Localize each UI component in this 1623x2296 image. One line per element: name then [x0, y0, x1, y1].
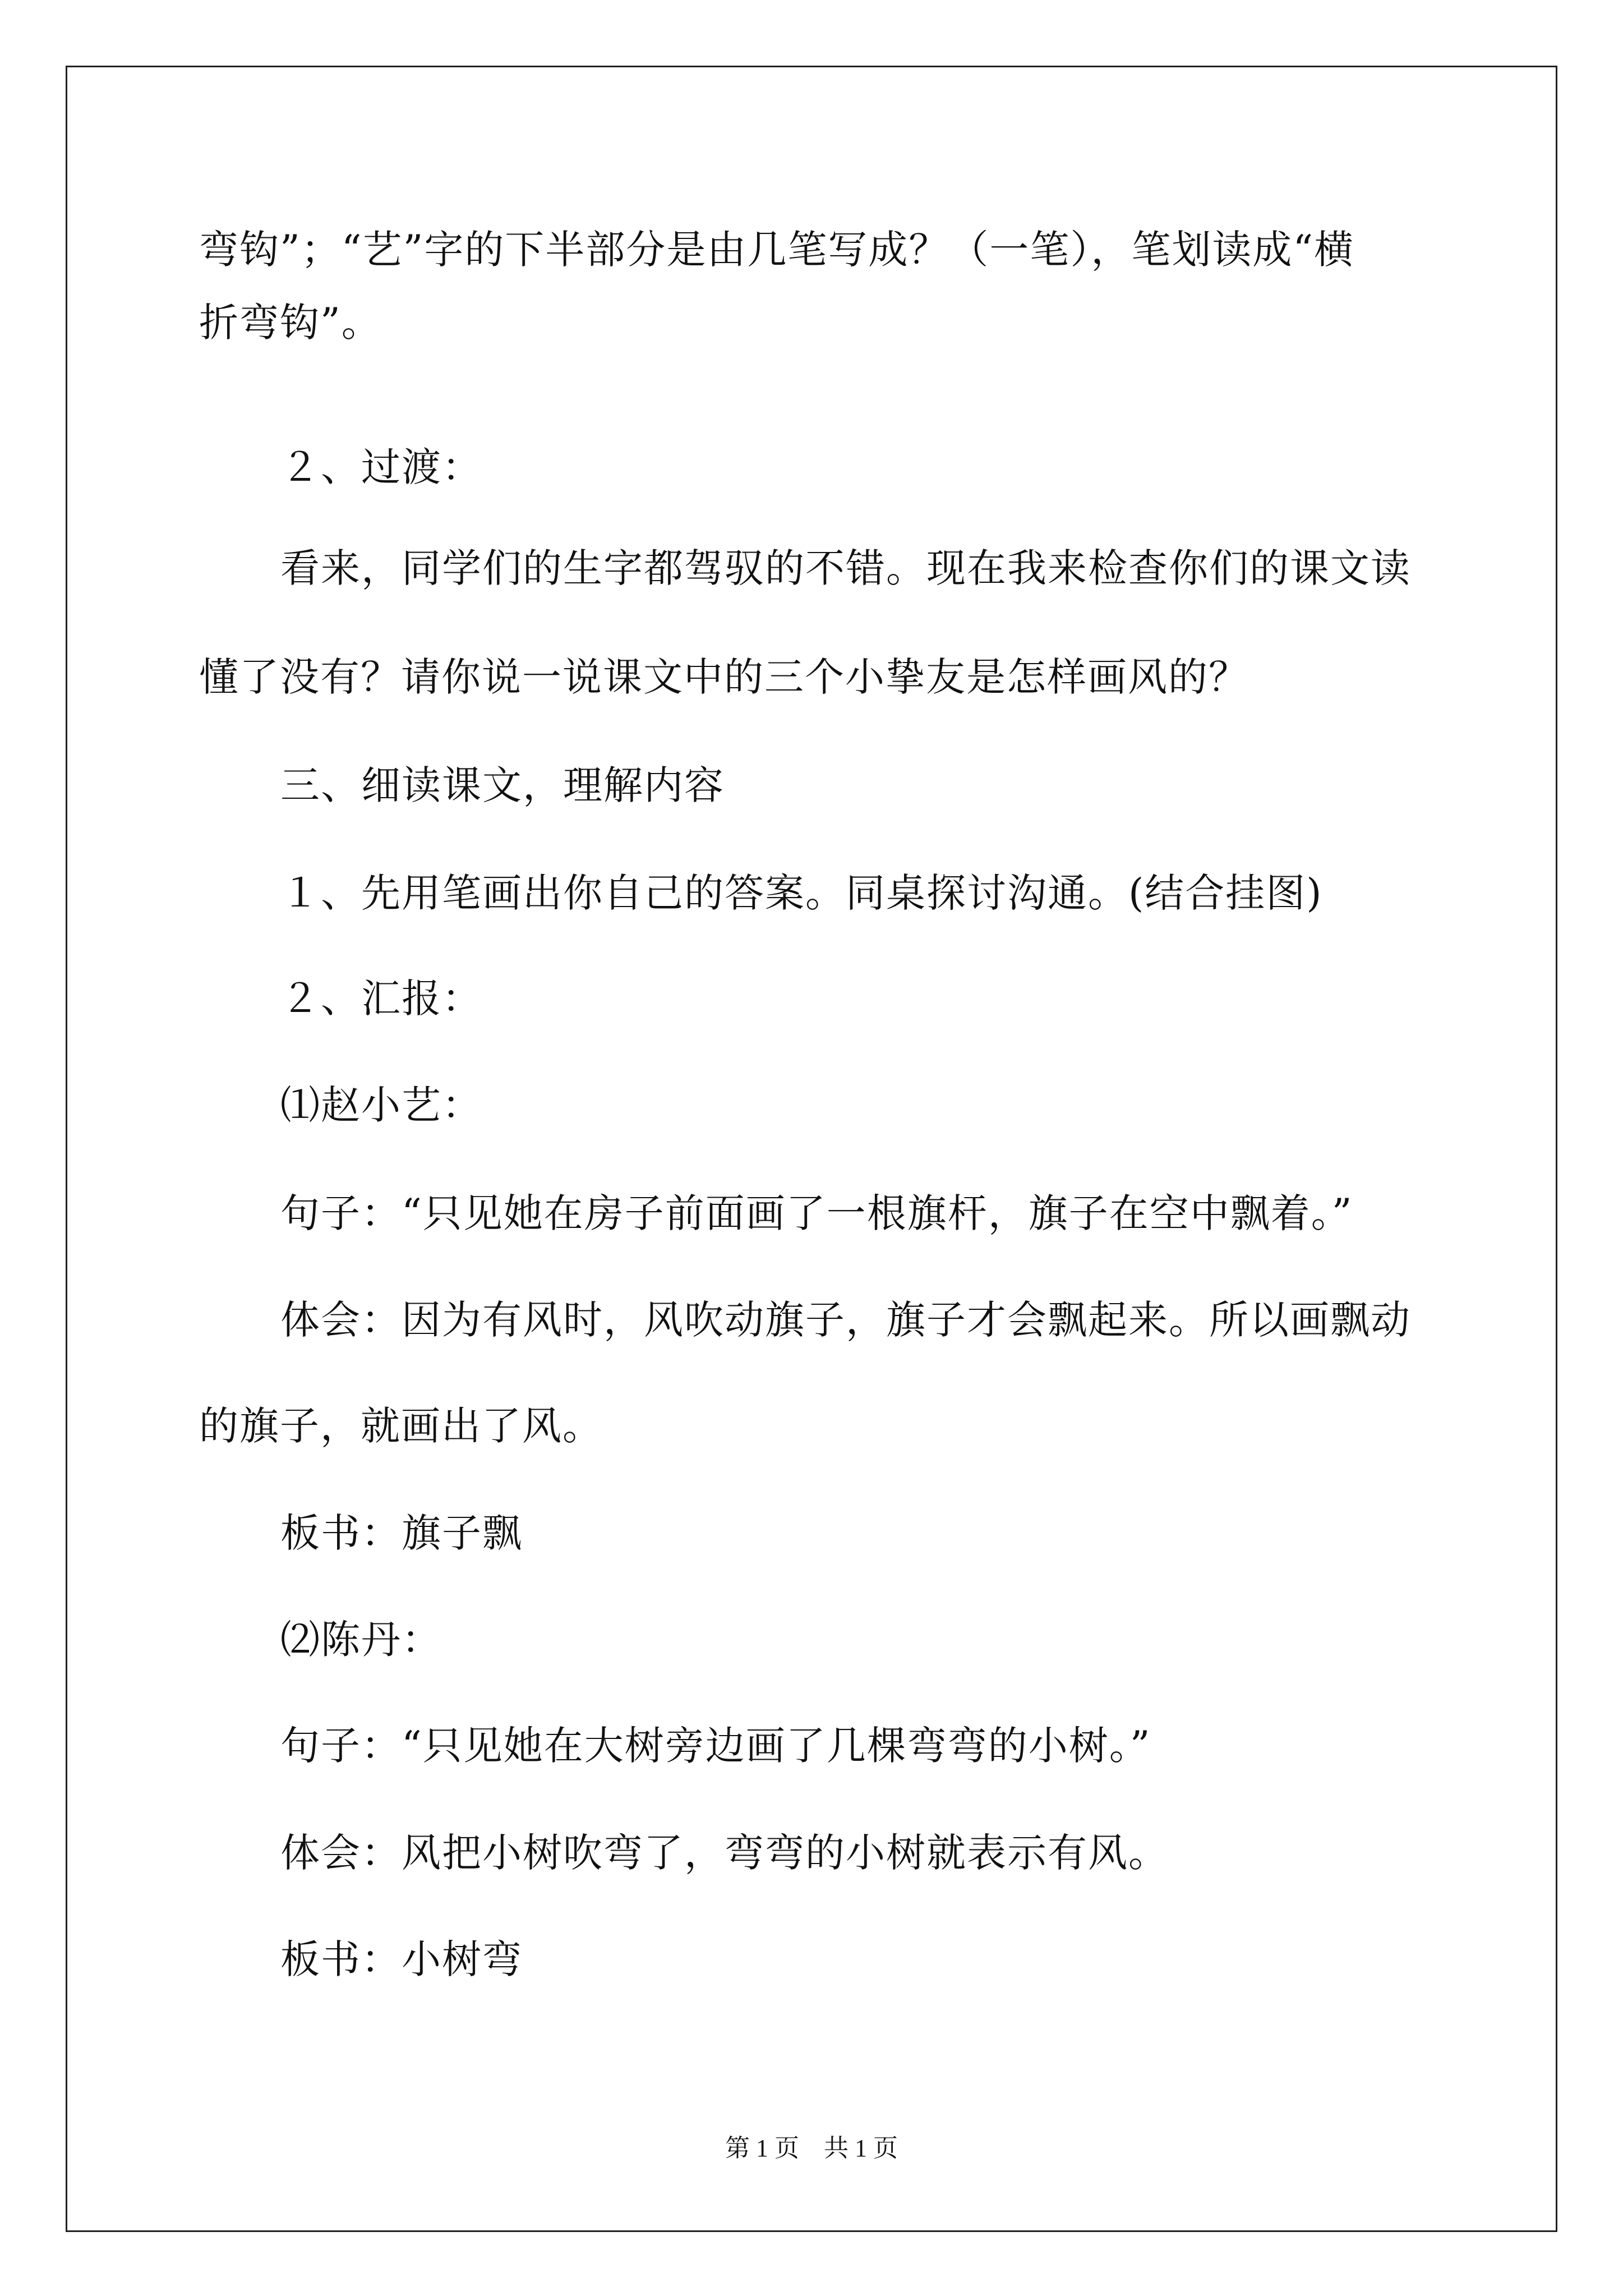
page-footer: 第 1 页 共 1 页: [725, 2134, 898, 2162]
body-line-2: 折弯钩”。: [199, 300, 382, 346]
body-line-17: 板书：小树弯: [280, 1936, 523, 1982]
body-line-16: 体会：风把小树吹弯了，弯弯的小树就表示有风。: [280, 1830, 1169, 1876]
body-line-11: 体会：因为有风时，风吹动旗子，旗子才会飘起来。所以画飘动: [280, 1297, 1411, 1343]
page-border: [66, 66, 1557, 2232]
body-line-12: 的旗子，就画出了风。: [199, 1403, 603, 1449]
body-line-1: 弯钩”；“艺”字的下半部分是由几笔写成？（一笔），笔划读成“横: [199, 227, 1355, 273]
body-line-13: 板书：旗子飘: [280, 1510, 523, 1556]
body-line-3: ２、过渡：: [280, 444, 482, 490]
body-line-4: 看来，同学们的生字都驾驭的不错。现在我来检查你们的课文读: [280, 545, 1411, 591]
body-line-15: 句子：“只见她在大树旁边画了几棵弯弯的小树。”: [280, 1723, 1151, 1769]
body-line-6: 三、细读课文，理解内容: [280, 762, 725, 808]
body-line-14: ⑵陈丹：: [280, 1617, 442, 1663]
body-line-7: １、先用笔画出你自己的答案。同桌探讨沟通。(结合挂图): [280, 870, 1323, 916]
body-line-9: ⑴赵小艺：: [280, 1082, 482, 1128]
body-line-10: 句子：“只见她在房子前面画了一根旗杆，旗子在空中飘着。”: [280, 1190, 1353, 1236]
body-line-5: 懂了没有？请你说一说课文中的三个小挚友是怎样画风的？: [199, 654, 1249, 700]
body-line-8: ２、汇报：: [280, 976, 482, 1022]
